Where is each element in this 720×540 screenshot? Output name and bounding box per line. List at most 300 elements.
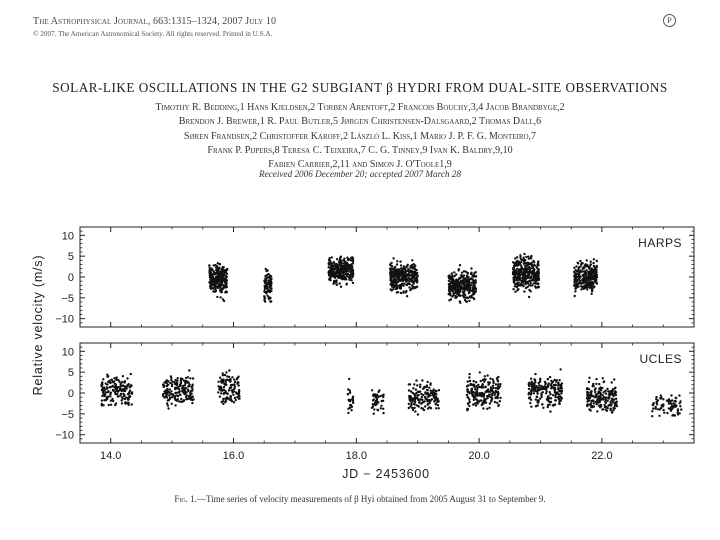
data-point [461,276,463,278]
data-point [488,394,490,396]
data-point [651,410,653,412]
data-point [544,381,546,383]
data-point [499,397,501,399]
y-tick-label: −10 [55,429,74,442]
data-point [217,262,219,264]
data-point [231,384,233,386]
data-point [560,387,562,389]
data-point [400,264,402,266]
data-point [435,407,437,409]
data-point [496,391,498,393]
data-point [424,398,426,400]
data-point [171,403,173,405]
data-point [468,405,470,407]
data-point [581,262,583,264]
data-point [466,394,468,396]
data-point [536,386,538,388]
data-point [266,295,268,297]
data-point [475,271,477,273]
data-point [538,272,540,274]
data-point [589,274,591,276]
data-point [615,402,617,404]
data-point [129,390,131,392]
data-point [342,259,344,261]
data-point [102,378,104,380]
data-point [330,268,332,270]
data-point [226,268,228,270]
data-point [599,395,601,397]
data-point [329,261,331,263]
data-point [167,404,169,406]
data-point [585,278,587,280]
data-point [373,398,375,400]
data-point [547,378,549,380]
data-point [419,390,421,392]
data-point [169,382,171,384]
data-point [113,386,115,388]
author-line: Timothy R. Bedding,1 Hans Kjeldsen,2 Torben Arentoft,2 Francois Bouchy,3,4 Jacob Brandbyge,2 [155,102,565,113]
data-point [528,296,530,298]
data-point [476,394,478,396]
data-point [602,377,604,379]
data-point [595,383,597,385]
journal-citation: The Astrophysical Journal, 663:1315–1324, 2007 July 10 [33,16,277,27]
data-point [531,390,533,392]
data-point [499,383,501,385]
data-point [657,408,659,410]
data-point [580,288,582,290]
data-point [104,393,106,395]
data-point [408,403,410,405]
data-point [335,263,337,265]
data-point [453,275,455,277]
data-point [452,290,454,292]
data-point [594,389,596,391]
data-point [228,369,230,371]
author-line: Fabien Carrier,2,11 and Simon J. O'Toole1,9 [268,159,452,171]
data-point [221,278,223,280]
data-point [663,412,665,414]
data-point [209,272,211,274]
data-point [172,393,174,395]
data-point [416,276,418,278]
data-point [219,377,221,379]
data-point [555,399,557,401]
data-point [537,263,539,265]
caption-label: Fig. 1. [174,494,197,504]
data-point [220,392,222,394]
data-point [463,291,465,293]
data-point [213,280,215,282]
panel-label: HARPS [638,236,682,250]
data-point [453,271,455,273]
data-point [349,404,351,406]
data-point [533,389,535,391]
data-point [589,287,591,289]
data-point [123,395,125,397]
data-point [127,402,129,404]
data-point [416,397,418,399]
data-point [101,399,103,401]
data-point [191,402,193,404]
data-point [519,284,521,286]
data-point [347,276,349,278]
data-point [494,397,496,399]
data-point [110,392,112,394]
data-point [525,256,527,258]
data-point [185,380,187,382]
data-point [421,379,423,381]
data-point [586,288,588,290]
data-point [466,388,468,390]
data-point [427,404,429,406]
data-point [534,264,536,266]
data-point [473,298,475,300]
series-ucles [100,368,682,417]
data-point [469,288,471,290]
data-point [574,290,576,292]
data-point [331,256,333,258]
data-point [434,403,436,405]
data-point [525,262,527,264]
data-point [268,276,270,278]
data-point [553,379,555,381]
data-point [350,257,352,259]
data-point [473,285,475,287]
data-point [405,284,407,286]
data-point [101,382,103,384]
data-point [530,393,532,395]
data-point [238,397,240,399]
data-point [530,275,532,277]
data-point [404,276,406,278]
data-point [222,374,224,376]
data-point [429,402,431,404]
data-point [496,402,498,404]
data-point [174,395,176,397]
data-point [413,282,415,284]
data-point [527,282,529,284]
data-point [376,395,378,397]
data-point [264,297,266,299]
data-point [516,256,518,258]
data-point [449,276,451,278]
data-point [235,391,237,393]
data-point [587,266,589,268]
data-point [594,279,596,281]
data-point [495,387,497,389]
data-point [340,264,342,266]
data-point [339,270,341,272]
data-point [105,382,107,384]
data-point [371,407,373,409]
data-point [459,289,461,291]
data-point [410,396,412,398]
data-point [611,381,613,383]
data-point [530,406,532,408]
data-point [577,283,579,285]
data-point [124,403,126,405]
data-point [350,259,352,261]
data-point [222,398,224,400]
data-point [549,401,551,403]
data-point [177,377,179,379]
data-point [575,272,577,274]
data-point [189,377,191,379]
data-point [656,403,658,405]
data-point [513,269,515,271]
data-point [350,279,352,281]
data-point [265,279,267,281]
data-point [574,295,576,297]
data-point [527,263,529,265]
data-point [393,267,395,269]
data-point [466,288,468,290]
data-point [397,281,399,283]
data-point [533,392,535,394]
data-point [468,399,470,401]
data-point [523,260,525,262]
data-point [467,402,469,404]
data-point [425,392,427,394]
data-point [578,274,580,276]
data-point [217,391,219,393]
data-point [238,395,240,397]
data-point [613,399,615,401]
data-point [187,381,189,383]
data-point [588,377,590,379]
data-point [590,278,592,280]
data-point [225,371,227,373]
data-point [412,387,414,389]
data-point [528,383,530,385]
data-point [169,397,171,399]
data-point [651,415,653,417]
data-point [576,281,578,283]
data-point [526,268,528,270]
panel-label: UCLES [639,352,682,366]
data-point [519,256,521,258]
data-point [448,286,450,288]
data-point [392,279,394,281]
data-point [467,408,469,410]
data-point [558,398,560,400]
data-point [389,263,391,265]
data-point [117,395,119,397]
data-point [408,286,410,288]
data-point [226,397,228,399]
data-point [532,282,534,284]
data-point [390,288,392,290]
data-point [333,271,335,273]
data-point [540,388,542,390]
data-point [554,394,556,396]
data-point [528,266,530,268]
data-point [491,390,493,392]
data-point [226,276,228,278]
data-point [219,396,221,398]
data-point [329,279,331,281]
data-point [674,400,676,402]
data-point [337,264,339,266]
data-point [468,376,470,378]
data-point [547,395,549,397]
data-point [494,394,496,396]
data-point [588,381,590,383]
plot-frame [80,343,694,443]
data-point [528,392,530,394]
data-point [396,263,398,265]
data-point [392,286,394,288]
data-point [489,402,491,404]
data-point [479,386,481,388]
data-point [466,284,468,286]
data-point [131,403,133,405]
data-point [417,391,419,393]
data-point [524,265,526,267]
data-point [126,377,128,379]
data-point [470,267,472,269]
data-point [395,282,397,284]
data-point [131,393,133,395]
data-point [102,404,104,406]
data-point [226,375,228,377]
data-point [336,258,338,260]
data-point [430,407,432,409]
data-point [127,384,129,386]
data-point [669,408,671,410]
data-point [479,371,481,373]
data-point [225,282,227,284]
data-point [349,392,351,394]
data-point [614,387,616,389]
data-point [392,284,394,286]
data-point [332,275,334,277]
data-point [480,399,482,401]
data-point [234,397,236,399]
data-point [331,270,333,272]
data-point [583,270,585,272]
data-point [411,259,413,261]
data-point [580,271,582,273]
data-point [679,402,681,404]
data-point [340,276,342,278]
data-point [232,391,234,393]
data-point [328,266,330,268]
data-point [524,272,526,274]
data-point [549,376,551,378]
data-point [371,389,373,391]
data-point [545,392,547,394]
data-point [486,391,488,393]
data-point [486,408,488,410]
data-point [414,274,416,276]
data-point [413,403,415,405]
data-point [381,400,383,402]
data-point [537,283,539,285]
data-point [605,402,607,404]
data-point [167,399,169,401]
data-point [539,379,541,381]
data-point [588,388,590,390]
data-point [473,293,475,295]
data-point [416,272,418,274]
data-point [415,404,417,406]
data-point [211,284,213,286]
data-point [121,399,123,401]
data-point [484,375,486,377]
data-point [534,379,536,381]
data-point [532,279,534,281]
data-point [232,394,234,396]
data-point [421,396,423,398]
data-point [347,258,349,260]
data-point [556,391,558,393]
data-point [238,384,240,386]
data-point [582,267,584,269]
data-point [237,381,239,383]
data-point [177,395,179,397]
data-point [473,385,475,387]
data-point [382,394,384,396]
data-point [179,394,181,396]
data-point [671,406,673,408]
data-point [492,380,494,382]
data-point [427,400,429,402]
data-point [400,284,402,286]
data-point [392,257,394,259]
data-point [611,392,613,394]
x-tick-label: 20.0 [468,450,490,462]
data-point [483,400,485,402]
data-point [532,270,534,272]
data-point [349,274,351,276]
data-point [378,389,380,391]
data-point [409,271,411,273]
data-point [494,401,496,403]
data-point [587,391,589,393]
data-point [592,385,594,387]
data-point [328,263,330,265]
data-point [415,389,417,391]
data-point [484,386,486,388]
data-point [127,404,129,406]
data-point [116,393,118,395]
data-point [463,270,465,272]
data-point [120,389,122,391]
data-point [448,293,450,295]
data-point [373,408,375,410]
data-point [437,399,439,401]
data-point [473,275,475,277]
data-point [552,394,554,396]
data-point [596,260,598,262]
data-point [583,284,585,286]
data-point [573,278,575,280]
data-point [535,287,537,289]
data-point [410,404,412,406]
data-point [270,275,272,277]
data-point [591,395,593,397]
data-point [580,283,582,285]
data-point [114,383,116,385]
data-point [220,296,222,298]
data-point [397,270,399,272]
data-point [585,265,587,267]
data-point [575,276,577,278]
data-point [467,272,469,274]
data-point [413,266,415,268]
